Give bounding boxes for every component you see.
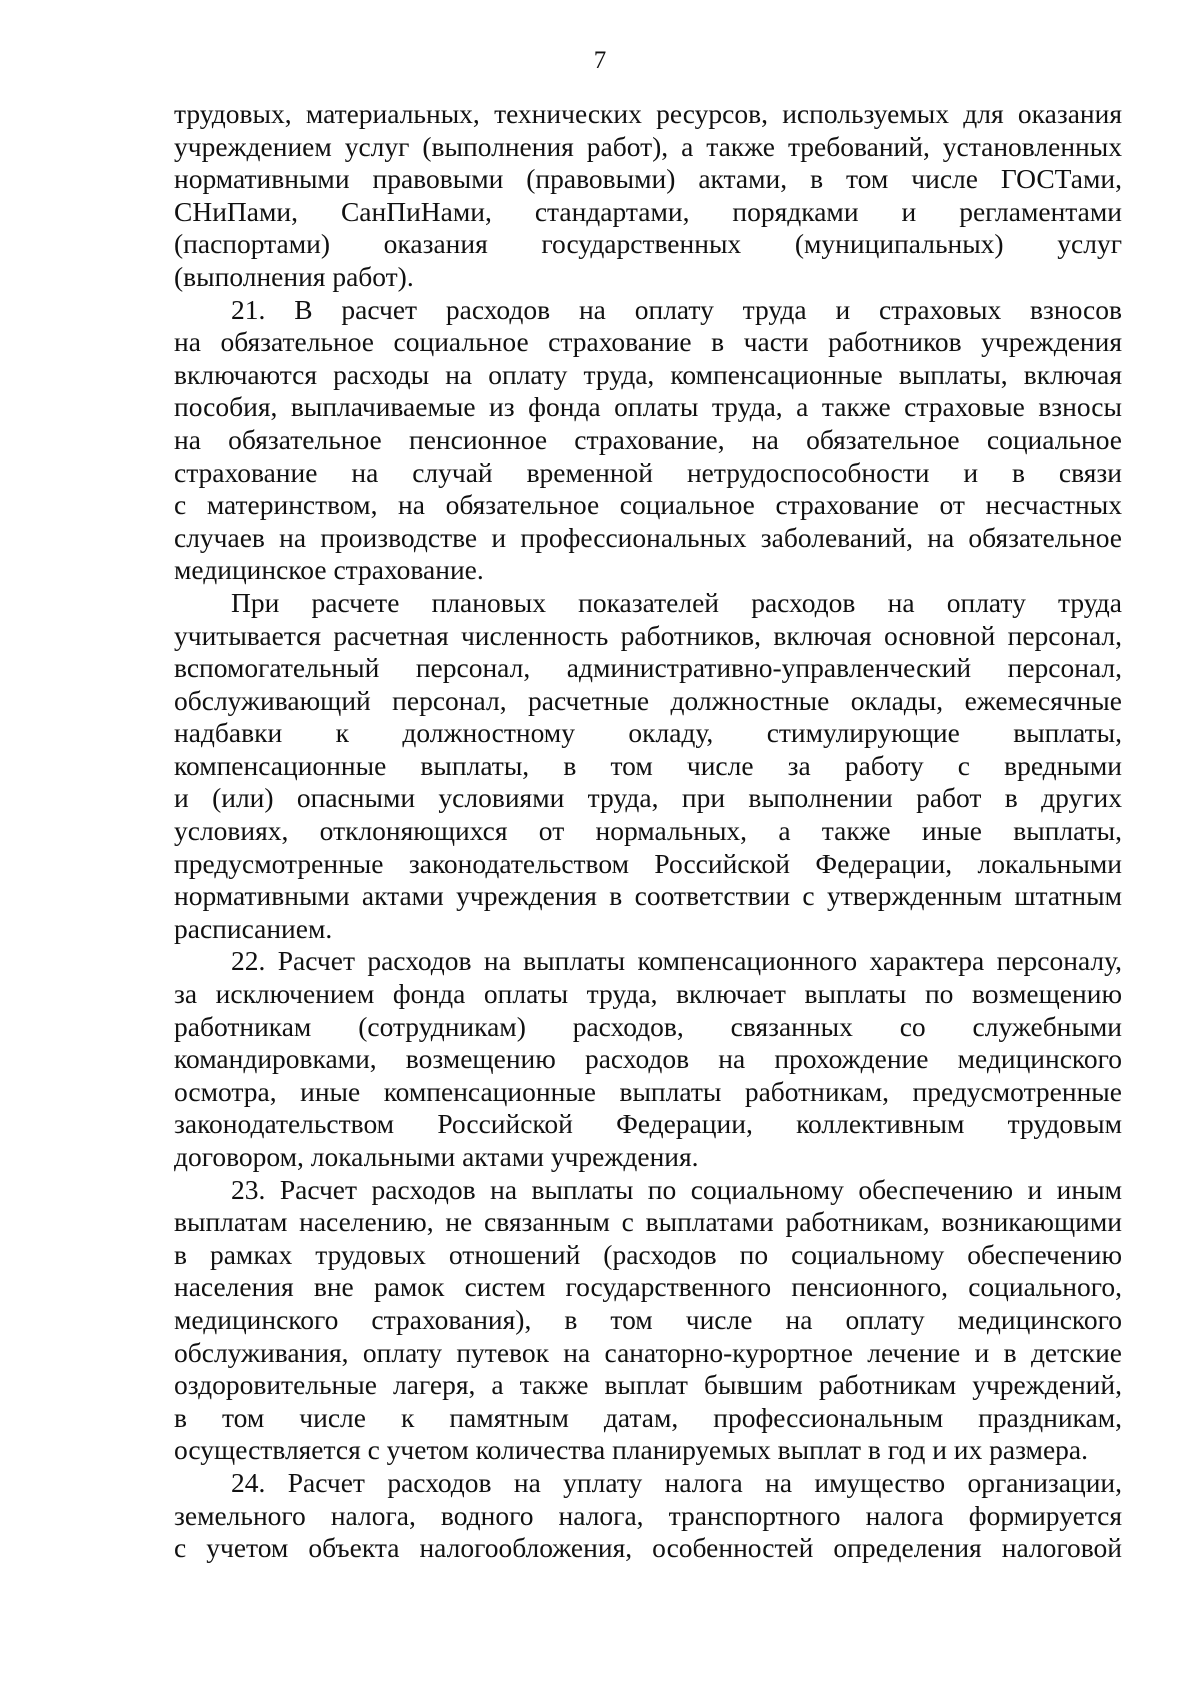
paragraph [174,294,1122,587]
text-line: в рамках трудовых отношений (расходов по социальному обеспечению [174,1238,1122,1270]
text-line: и (или) опасными условиями труда, при выполнении работ в других [174,782,1122,814]
text-line: нормативными актами учреждения в соответствии с утвержденным штатным [174,880,1122,912]
text-line: командировками, возмещению расходов на прохождение медицинского [174,1043,1122,1075]
text-line: надбавки к должностному окладу, стимулирующие выплаты, [174,717,1122,749]
text-line: предусмотренные законодательством Российской Федерации, локальными [174,847,1122,879]
text-line: случаев на производстве и профессиональных заболеваний, на обязательное [174,521,1122,553]
text-line: за исключением фонда оплаты труда, включает выплаты по возмещению [174,978,1122,1010]
paragraph [174,945,1122,1173]
text-line: обслуживания, оплату путевок на санаторно-курортное лечение и в детские [174,1336,1122,1368]
text-line: законодательством Российской Федерации, коллективным трудовым [174,1108,1122,1140]
text-line: 24. Расчет расходов на уплату налога на имущество организации, [231,1466,1122,1498]
text-line: на обязательное социальное страхование в части работников учреждения [174,326,1122,358]
text-line: с учетом объекта налогообложения, особенностей определения налоговой [174,1532,1122,1564]
text-line: 22. Расчет расходов на выплаты компенсационного характера персоналу, [231,945,1122,977]
paragraph [174,1174,1122,1467]
text-line: вспомогательный персонал, административно-управленческий персонал, [174,652,1122,684]
text-line: пособия, выплачиваемые из фонда оплаты труда, а также страховые взносы [174,391,1122,423]
text-line: осуществляется с учетом количества планируемых выплат в год и их размера. [174,1434,1088,1466]
text-line: (паспортами) оказания государственных (муниципальных) услуг [174,228,1122,260]
text-line: населения вне рамок систем государственного пенсионного, социального, [174,1271,1122,1303]
text-line: работникам (сотрудникам) расходов, связанных со служебными [174,1010,1122,1042]
text-line: оздоровительные лагеря, а также выплат бывшим работникам учреждений, [174,1369,1122,1401]
text-line: 23. Расчет расходов на выплаты по социальному обеспечению и иным [231,1173,1122,1205]
text-line: страхование на случай временной нетрудоспособности и в связи [174,456,1122,488]
text-line: (выполнения работ). [174,260,414,292]
text-line: с материнством, на обязательное социальное страхование от несчастных [174,489,1122,521]
text-line: условиях, отклоняющихся от нормальных, а также иные выплаты, [174,815,1122,847]
text-line: медицинского страхования), в том числе на оплату медицинского [174,1303,1122,1335]
text-line: медицинское страхование. [174,554,484,586]
text-line: нормативными правовыми (правовыми) актами, в том числе ГОСТами, [174,163,1122,195]
text-line: в том числе к памятным датам, профессиональным праздникам, [174,1401,1122,1433]
document-body [174,98,1122,1565]
text-line: осмотра, иные компенсационные выплаты работникам, предусмотренные [174,1075,1122,1107]
text-line: на обязательное пенсионное страхование, на обязательное социальное [174,423,1122,455]
text-line: договором, локальными актами учреждения. [174,1141,699,1172]
text-line: земельного налога, водного налога, транспортного налога формируется [174,1499,1122,1531]
text-line: выплатам населению, не связанным с выплатами работникам, возникающими [174,1206,1122,1238]
text-line: учреждением услуг (выполнения работ), а также требований, установленных [174,130,1122,162]
text-line: трудовых, материальных, технических ресурсов, используемых для оказания [174,98,1122,129]
paragraph [174,98,1122,294]
paragraph [174,1467,1122,1565]
text-line: компенсационные выплаты, в том числе за работу с вредными [174,749,1122,781]
page-number: 7 [593,47,607,74]
text-line: 21. В расчет расходов на оплату труда и страховых взносов [231,293,1122,325]
text-line: расписанием. [174,912,333,944]
text-line: включаются расходы на оплату труда, компенсационные выплаты, включая [174,358,1122,390]
text-line: учитывается расчетная численность работников, включая основной персонал, [174,619,1122,651]
paragraph [174,587,1122,946]
text-line: При расчете плановых показателей расходов на оплату труда [231,586,1122,618]
text-line: СНиПами, СанПиНами, стандартами, порядками и регламентами [174,195,1122,227]
text-line: обслуживающий персонал, расчетные должностные оклады, ежемесячные [174,684,1122,716]
